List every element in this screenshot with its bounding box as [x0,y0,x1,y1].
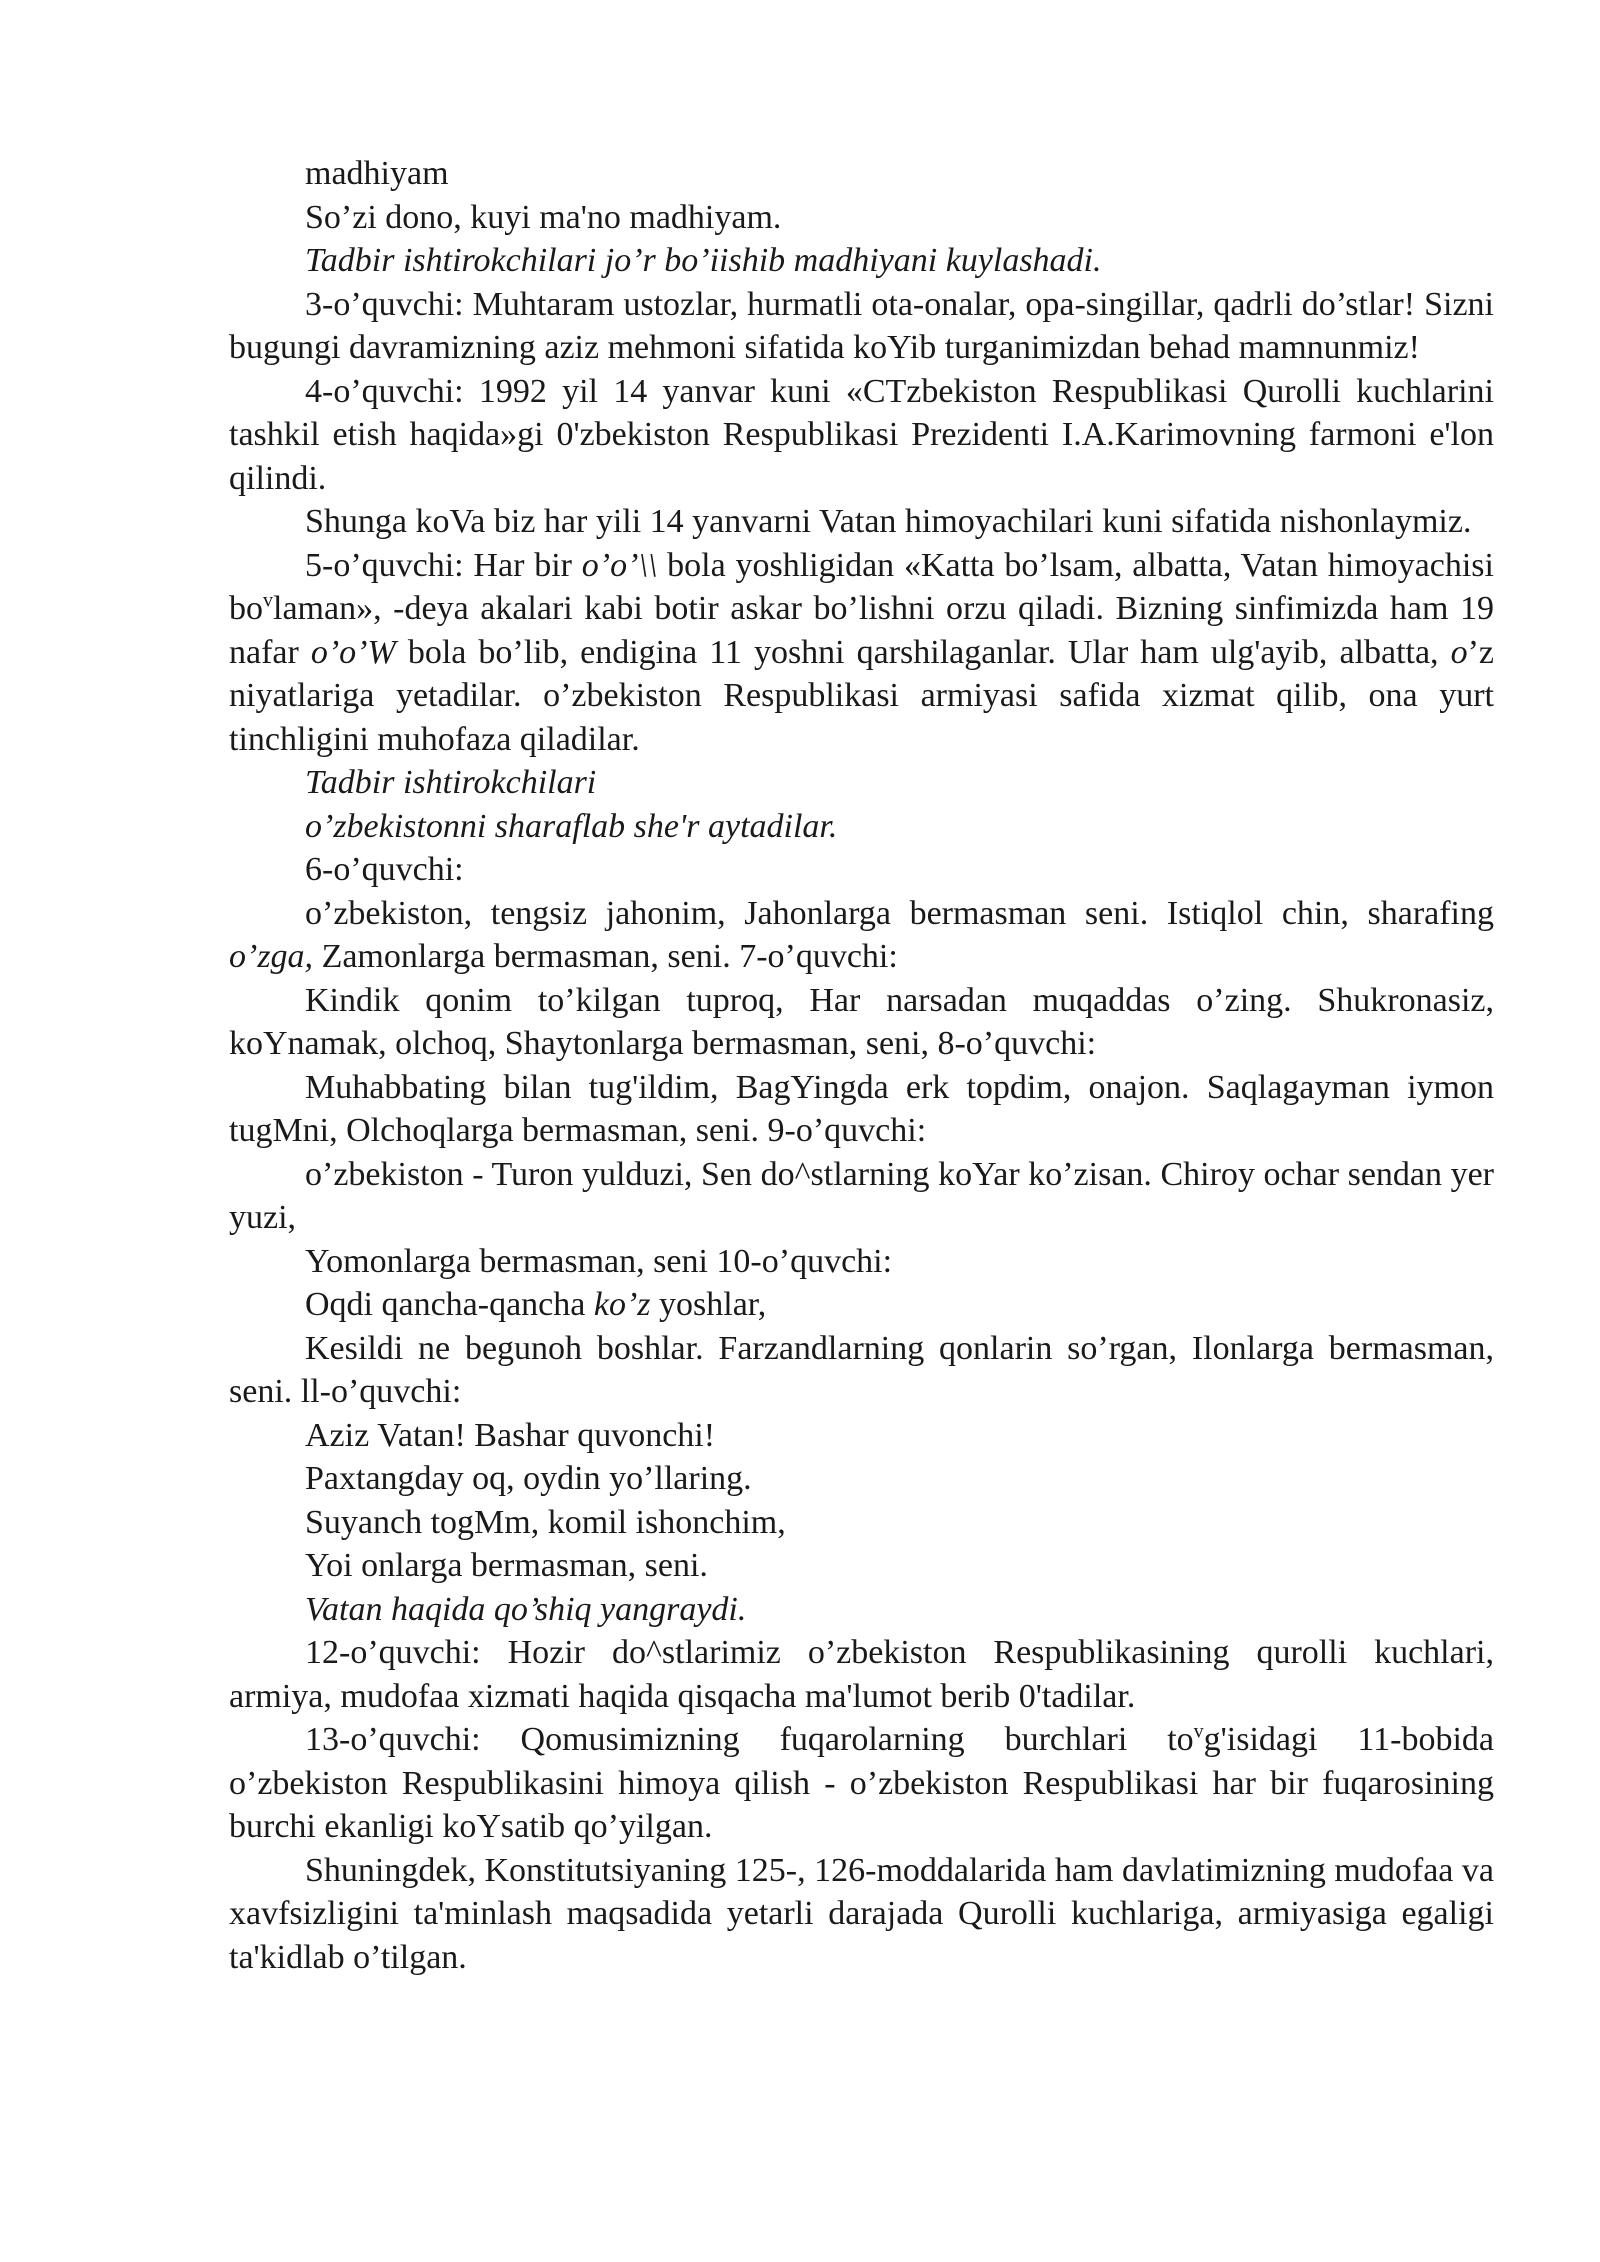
superscript-text-run: v [263,589,273,612]
paragraph [229,1457,1494,1501]
text-run: 3-o’quvchi: Muhtaram ustozlar, hurmatli ota-onalar, opa-singillar, qadrli do’stlar! Sizni bugungi davramizning aziz mehmoni sifatida koYib turganimizdan behad mamnunmiz! [229,285,1494,366]
paragraph [229,1066,1494,1153]
paragraph [229,892,1494,979]
text-run: 6-o’quvchi: [305,851,464,888]
text-run: g'isidagi 11-bobida o’zbekiston Respublikasini himoya qilish - o’zbekiston Respublikasi har bir fuqarosining burchi ekanligi koYsatib qo’yilgan. [229,1721,1494,1845]
paragraph [229,979,1494,1066]
paragraph [229,1153,1494,1240]
text-run: Yomonlarga bermasman, seni 10-o’quvchi: [305,1242,893,1280]
document-page [229,152,1494,1979]
text-run: yoshlar, [650,1286,767,1323]
paragraph [229,1414,1494,1458]
text-run: Muhabbating bilan tug'ildim, BagYingda erk topdim, onajon. Saqlagayman iymon tugMni, Olchoqlarga bermasman, seni. 9-o’quvchi: [229,1068,1494,1149]
text-run: Kindik qonim to’kilgan tuproq, Har narsadan muqaddas o’zing. Shukronasiz, koYnamak, olchoq, Shaytonlarga bermasman, seni, 8-o’quvchi: [229,981,1494,1062]
paragraph [229,196,1494,240]
italic-text-run: Tadbir ishtirokchilari [305,764,597,801]
italic-text-run: o’o’\\ [581,546,658,584]
text-run: Shunga koVa biz har yili 14 yanvarni Vatan himoyachilari kuni sifatida nishonlaymiz. [305,503,1472,540]
paragraph [229,1327,1494,1414]
paragraph [229,848,1494,892]
text-run: Paxtangday oq, oydin yo’llaring. [305,1460,752,1497]
paragraph [229,152,1494,196]
text-run: 4-o’quvchi: 1992 yil 14 yanvar kuni «CTzbekiston Respublikasi Qurolli kuchlarini tashkil etish haqida»gi 0'zbekiston Respublikasi Prezidenti I.A.Karimovning farmoni e'lon qilindi. [229,372,1494,497]
text-run: Oqdi qancha-qancha [305,1286,594,1323]
paragraph [229,1849,1494,1980]
text-run: madhiyam [305,155,449,192]
paragraph [229,239,1494,283]
paragraph [229,1240,1494,1284]
paragraph [229,544,1494,762]
paragraph [229,1544,1494,1588]
paragraph [229,1718,1494,1849]
text-run: Zamonlarga bermasman, seni. 7-o’quvchi: [313,938,898,975]
paragraph [229,1283,1494,1327]
italic-text-run: o [1450,633,1468,671]
italic-text-run: o’zbekistonni sharaflab she'r aytadilar. [305,807,838,845]
text-run: 12-o’quvchi: Hozir do^stlarimiz o’zbekiston Respublikasining qurolli kuchlari, armiya, mudofaa xizmati haqida qisqacha ma'lumot berib 0'tadilar. [229,1634,1494,1715]
paragraph [229,283,1494,370]
paragraph [229,1588,1494,1632]
text-run: o’zbekiston - Turon yulduzi, Sen do^stlarning koYar ko’zisan. Chiroy ochar sendan yer yuzi, [229,1155,1494,1236]
text-run: o’zbekiston, tengsiz jahonim, Jahonlarga bermasman seni. Istiqlol chin, sharafing [305,894,1494,932]
text-run: Suyanch togMm, komil ishonchim, [305,1503,786,1541]
paragraph [229,1631,1494,1718]
paragraph [229,761,1494,805]
text-run: laman», -deya akalari kabi botir askar bo’lishni orzu qiladi. Bizning sinfimizda ham 19 nafar [229,590,1494,671]
superscript-text-run: v [1193,1720,1204,1743]
text-run: 5-o’quvchi: Har bir [305,546,582,584]
text-run: 13-o’quvchi: Qomusimizning fuqarolarning burchlari to [305,1721,1194,1758]
italic-text-run: o’o’W [310,633,396,671]
text-run: Kesildi ne begunoh boshlar. Farzandlarning qonlarin so’rgan, Ilonlarga bermasman, seni. ll-o’quvchi: [229,1329,1494,1410]
text-run: bola yoshligidan «Katta bo’lsam, albatta, Vatan himoyachisi bo [229,546,1494,627]
text-run: Yoi onlarga bermasman, seni. [305,1547,708,1584]
paragraph [229,1501,1494,1545]
text-run: bola bo’lib, endigina 11 yoshni qarshilaganlar. Ular ham ulg'ayib, albatta, [395,633,1451,671]
text-run: Aziz Vatan! Bashar quvonchi! [305,1416,716,1454]
text-run: Shuningdek, Konstitutsiyaning 125-, 126-moddalarida ham davlatimizning mudofaa va xavfsizligini ta'minlash maqsadida yetarli darajada Qurolli kuchlariga, armiyasiga egaligi ta'kidlab o’tilgan. [229,1851,1494,1976]
italic-text-run: Tadbir ishtirokchilari jo’r bo’iishib madhiyani kuylashadi. [305,242,1102,279]
paragraph [229,500,1494,544]
text-run: So’zi dono, kuyi ma'no madhiyam. [305,198,782,236]
paragraph [229,805,1494,849]
paragraph [229,370,1494,501]
text-run: ’z niyatlariga yetadilar. o’zbekiston Respublikasi armiyasi safida xizmat qilib, ona yurt tinchligini muhofaza qiladilar. [229,633,1494,758]
italic-text-run: ko’z [593,1286,651,1323]
italic-text-run: Vatan haqida qo’shiq yangraydi. [305,1590,747,1628]
italic-text-run: o’zga, [229,938,314,975]
